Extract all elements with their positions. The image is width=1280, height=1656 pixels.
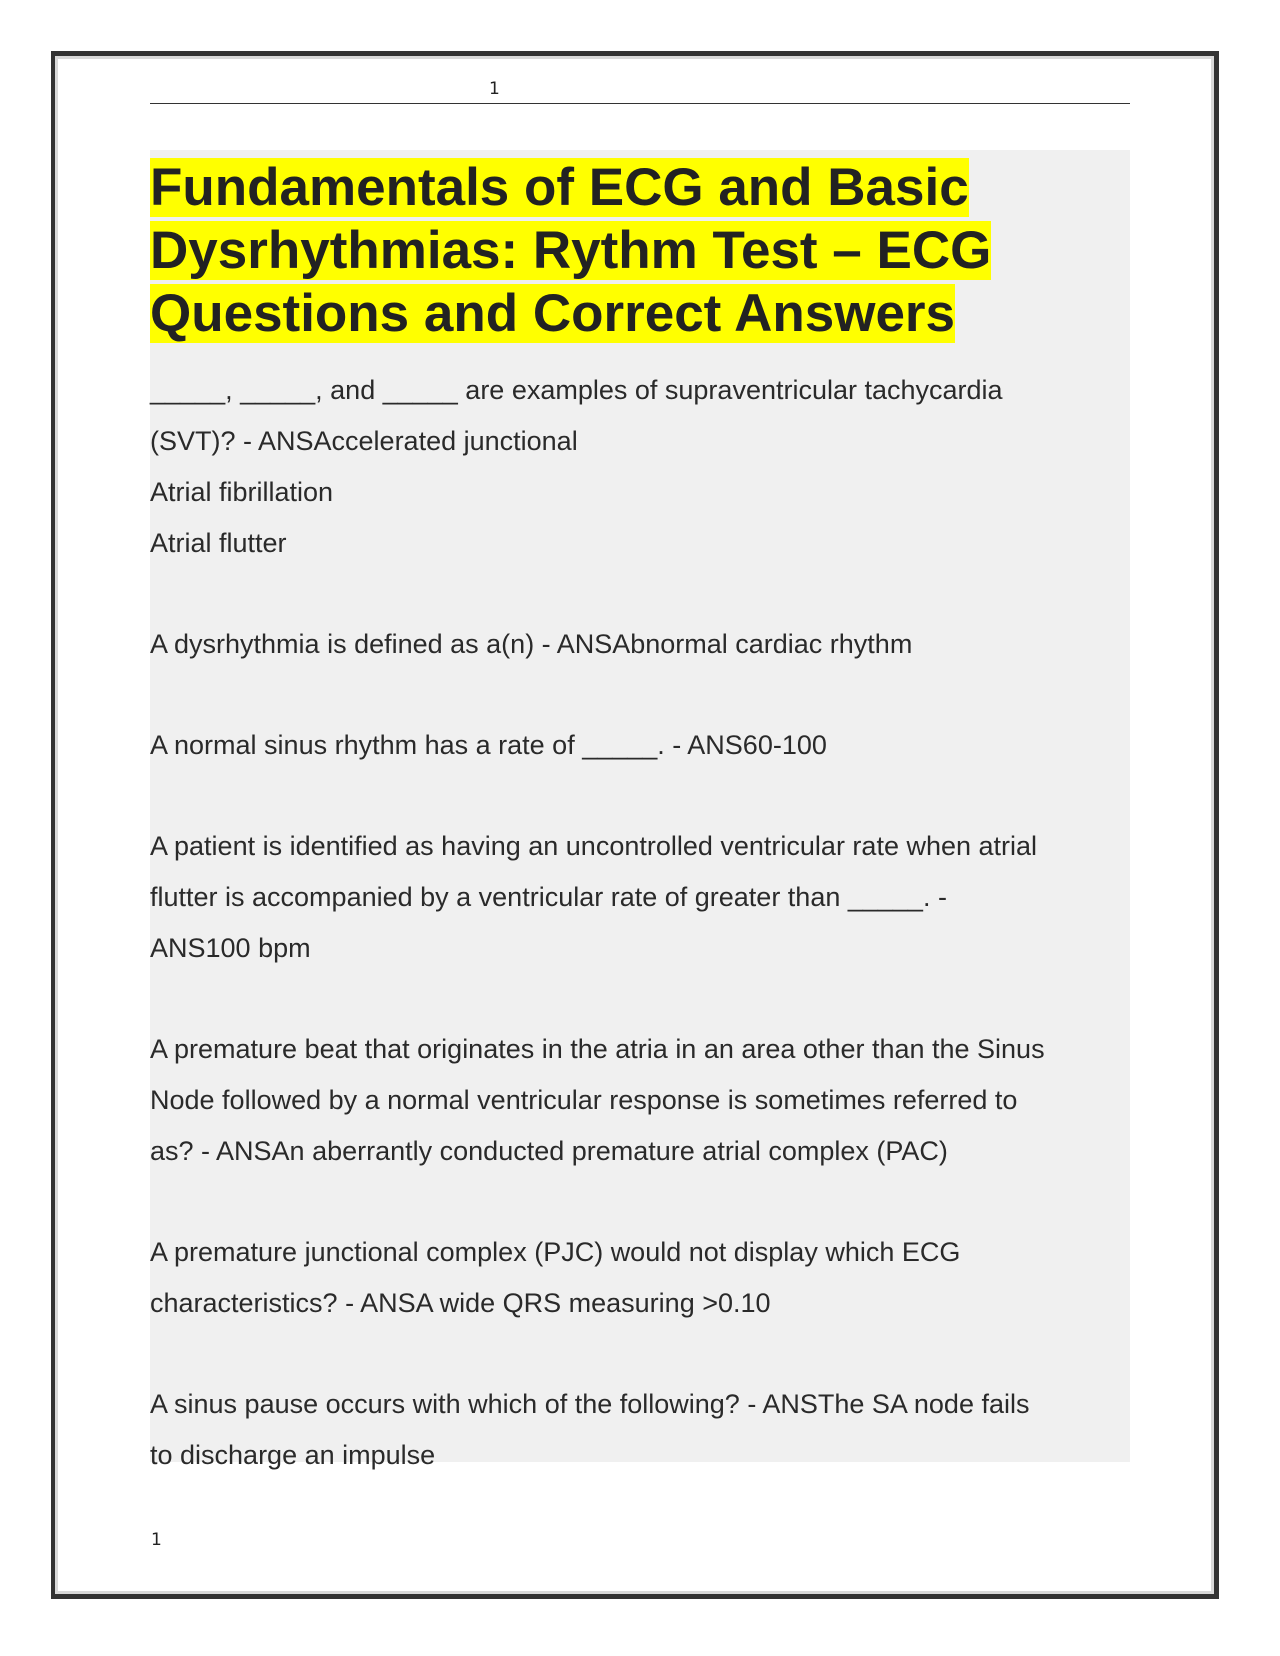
document-title [150,150,1130,345]
footer-page-number: 1 [151,1530,162,1550]
qa-line: A premature beat that originates in the atria in an area other than the Sinus [150,1034,1045,1064]
header-page-number: 1 [489,79,500,99]
document-body [150,150,1130,1470]
qa-line: A sinus pause occurs with which of the following? - ANSThe SA node fails [150,1389,1030,1419]
qa-line: Atrial flutter [150,528,287,558]
qa-item [150,619,1130,670]
qa-line: A normal sinus rhythm has a rate of _____. - ANS60-100 [150,730,827,760]
paragraph-gap [150,771,1130,821]
qa-line: (SVT)? - ANSAccelerated junctional [150,426,578,456]
qa-list [150,365,1130,1481]
qa-item [150,720,1130,771]
qa-item [150,1379,1130,1481]
qa-item [150,1227,1130,1329]
header-rule [150,103,1130,104]
qa-line: Node followed by a normal ventricular response is sometimes referred to [150,1085,1018,1115]
qa-line: A dysrhythmia is defined as a(n) - ANSAbnormal cardiac rhythm [150,629,913,659]
qa-line: as? - ANSAn aberrantly conducted premature atrial complex (PAC) [150,1136,948,1166]
qa-item [150,821,1130,974]
qa-line: Atrial fibrillation [150,477,334,507]
qa-line: A patient is identified as having an uncontrolled ventricular rate when atrial [150,831,1038,861]
qa-line: A premature junctional complex (PJC) would not display which ECG [150,1237,961,1267]
paragraph-gap [150,670,1130,720]
qa-item [150,1024,1130,1177]
qa-item [150,365,1130,569]
title-line: Questions and Correct Answers [150,284,956,343]
qa-line: to discharge an impulse [150,1440,436,1470]
paragraph-gap [150,1177,1130,1227]
title-line: Fundamentals of ECG and Basic [150,158,969,217]
title-line: Dysrhythmias: Rythm Test – ECG [150,221,992,280]
paragraph-gap [150,569,1130,619]
qa-line: characteristics? - ANSA wide QRS measuring >0.10 [150,1288,771,1318]
qa-line: _____, _____, and _____ are examples of supraventricular tachycardia [150,375,1003,405]
qa-line: ANS100 bpm [150,933,311,963]
paragraph-gap [150,974,1130,1024]
qa-line: flutter is accompanied by a ventricular rate of greater than _____. - [150,882,947,912]
paragraph-gap [150,1329,1130,1379]
